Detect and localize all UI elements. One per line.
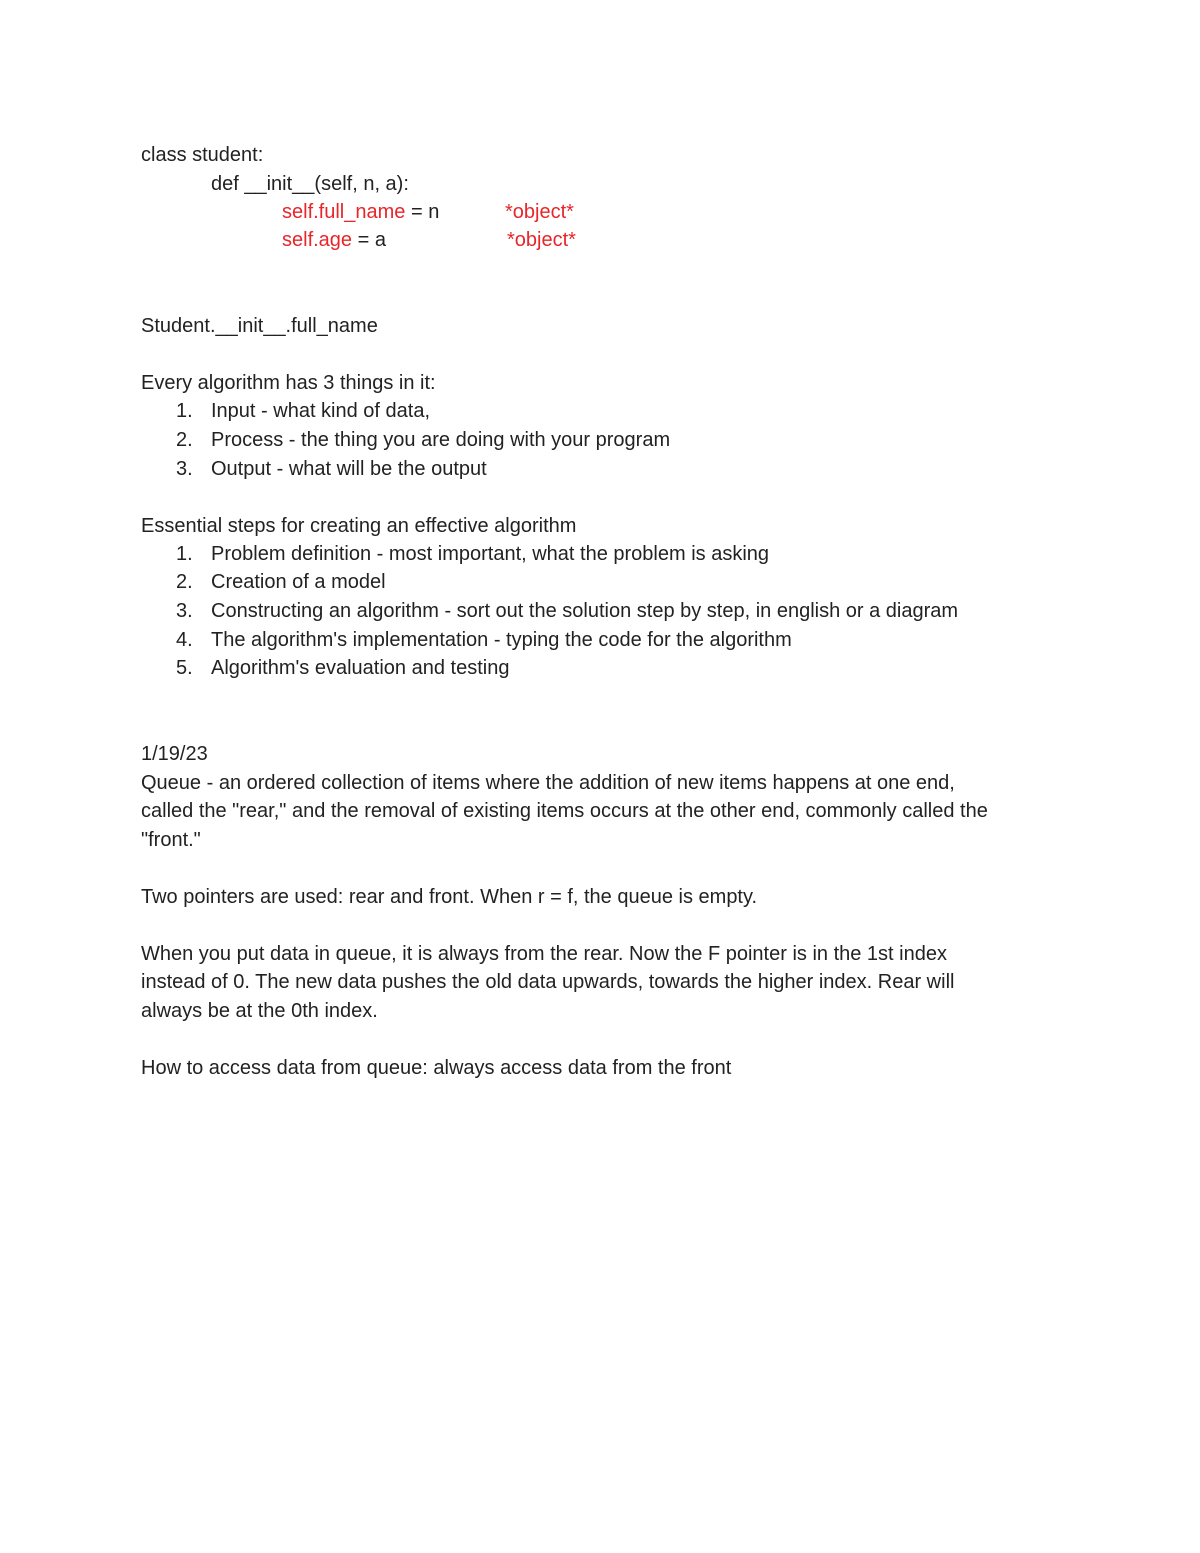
code-self-age: self.age xyxy=(282,229,353,251)
list-item: Process - the thing you are doing with your program xyxy=(211,429,671,451)
list-item-number: 3. xyxy=(176,458,193,480)
code-def-line: def __init__(self, n, a): xyxy=(211,173,409,195)
list-item: The algorithm's implementation - typing the code for the algorithm xyxy=(211,629,792,651)
code-assign-a: = a xyxy=(352,229,386,251)
steps-heading: Essential steps for creating an effective algorithm xyxy=(141,515,577,537)
list-item-number: 5. xyxy=(176,657,193,679)
list-item-number: 3. xyxy=(176,600,193,622)
code-full-name-line xyxy=(282,200,439,224)
put-data-line: instead of 0. The new data pushes the old data upwards, towards the higher index. Rear will xyxy=(141,971,955,993)
access-data-paragraph: How to access data from queue: always access data from the front xyxy=(141,1057,732,1079)
list-item-number: 1. xyxy=(176,400,193,422)
list-item: Algorithm's evaluation and testing xyxy=(211,657,510,679)
queue-definition-line: "front." xyxy=(141,829,201,851)
algorithm-heading: Every algorithm has 3 things in it: xyxy=(141,372,436,394)
list-item: Output - what will be the output xyxy=(211,458,487,480)
list-item: Constructing an algorithm - sort out the solution step by step, in english or a diagram xyxy=(211,600,959,622)
code-self-full-name: self.full_name xyxy=(282,201,406,223)
code-class-line: class student: xyxy=(141,144,264,166)
list-item-number: 2. xyxy=(176,429,193,451)
put-data-line: When you put data in queue, it is always from the rear. Now the F pointer is in the 1st index xyxy=(141,943,947,965)
list-item: Creation of a model xyxy=(211,571,386,593)
date-label: 1/19/23 xyxy=(141,743,208,765)
code-object-note-2: *object* xyxy=(507,229,576,251)
queue-definition-line: Queue - an ordered collection of items where the addition of new items happens at one end, xyxy=(141,772,955,794)
put-data-line: always be at the 0th index. xyxy=(141,1000,378,1022)
list-item-number: 4. xyxy=(176,629,193,651)
access-line: Student.__init__.full_name xyxy=(141,315,378,337)
list-item: Problem definition - most important, what the problem is asking xyxy=(211,543,770,565)
pointers-paragraph: Two pointers are used: rear and front. When r = f, the queue is empty. xyxy=(141,886,758,908)
code-assign-n: = n xyxy=(405,201,440,223)
queue-definition-line: called the "rear," and the removal of existing items occurs at the other end, commonly called the xyxy=(141,800,988,822)
code-object-note-1: *object* xyxy=(505,201,574,223)
list-item: Input - what kind of data, xyxy=(211,400,431,422)
list-item-number: 2. xyxy=(176,571,193,593)
list-item-number: 1. xyxy=(176,543,193,565)
code-age-line xyxy=(282,228,386,252)
